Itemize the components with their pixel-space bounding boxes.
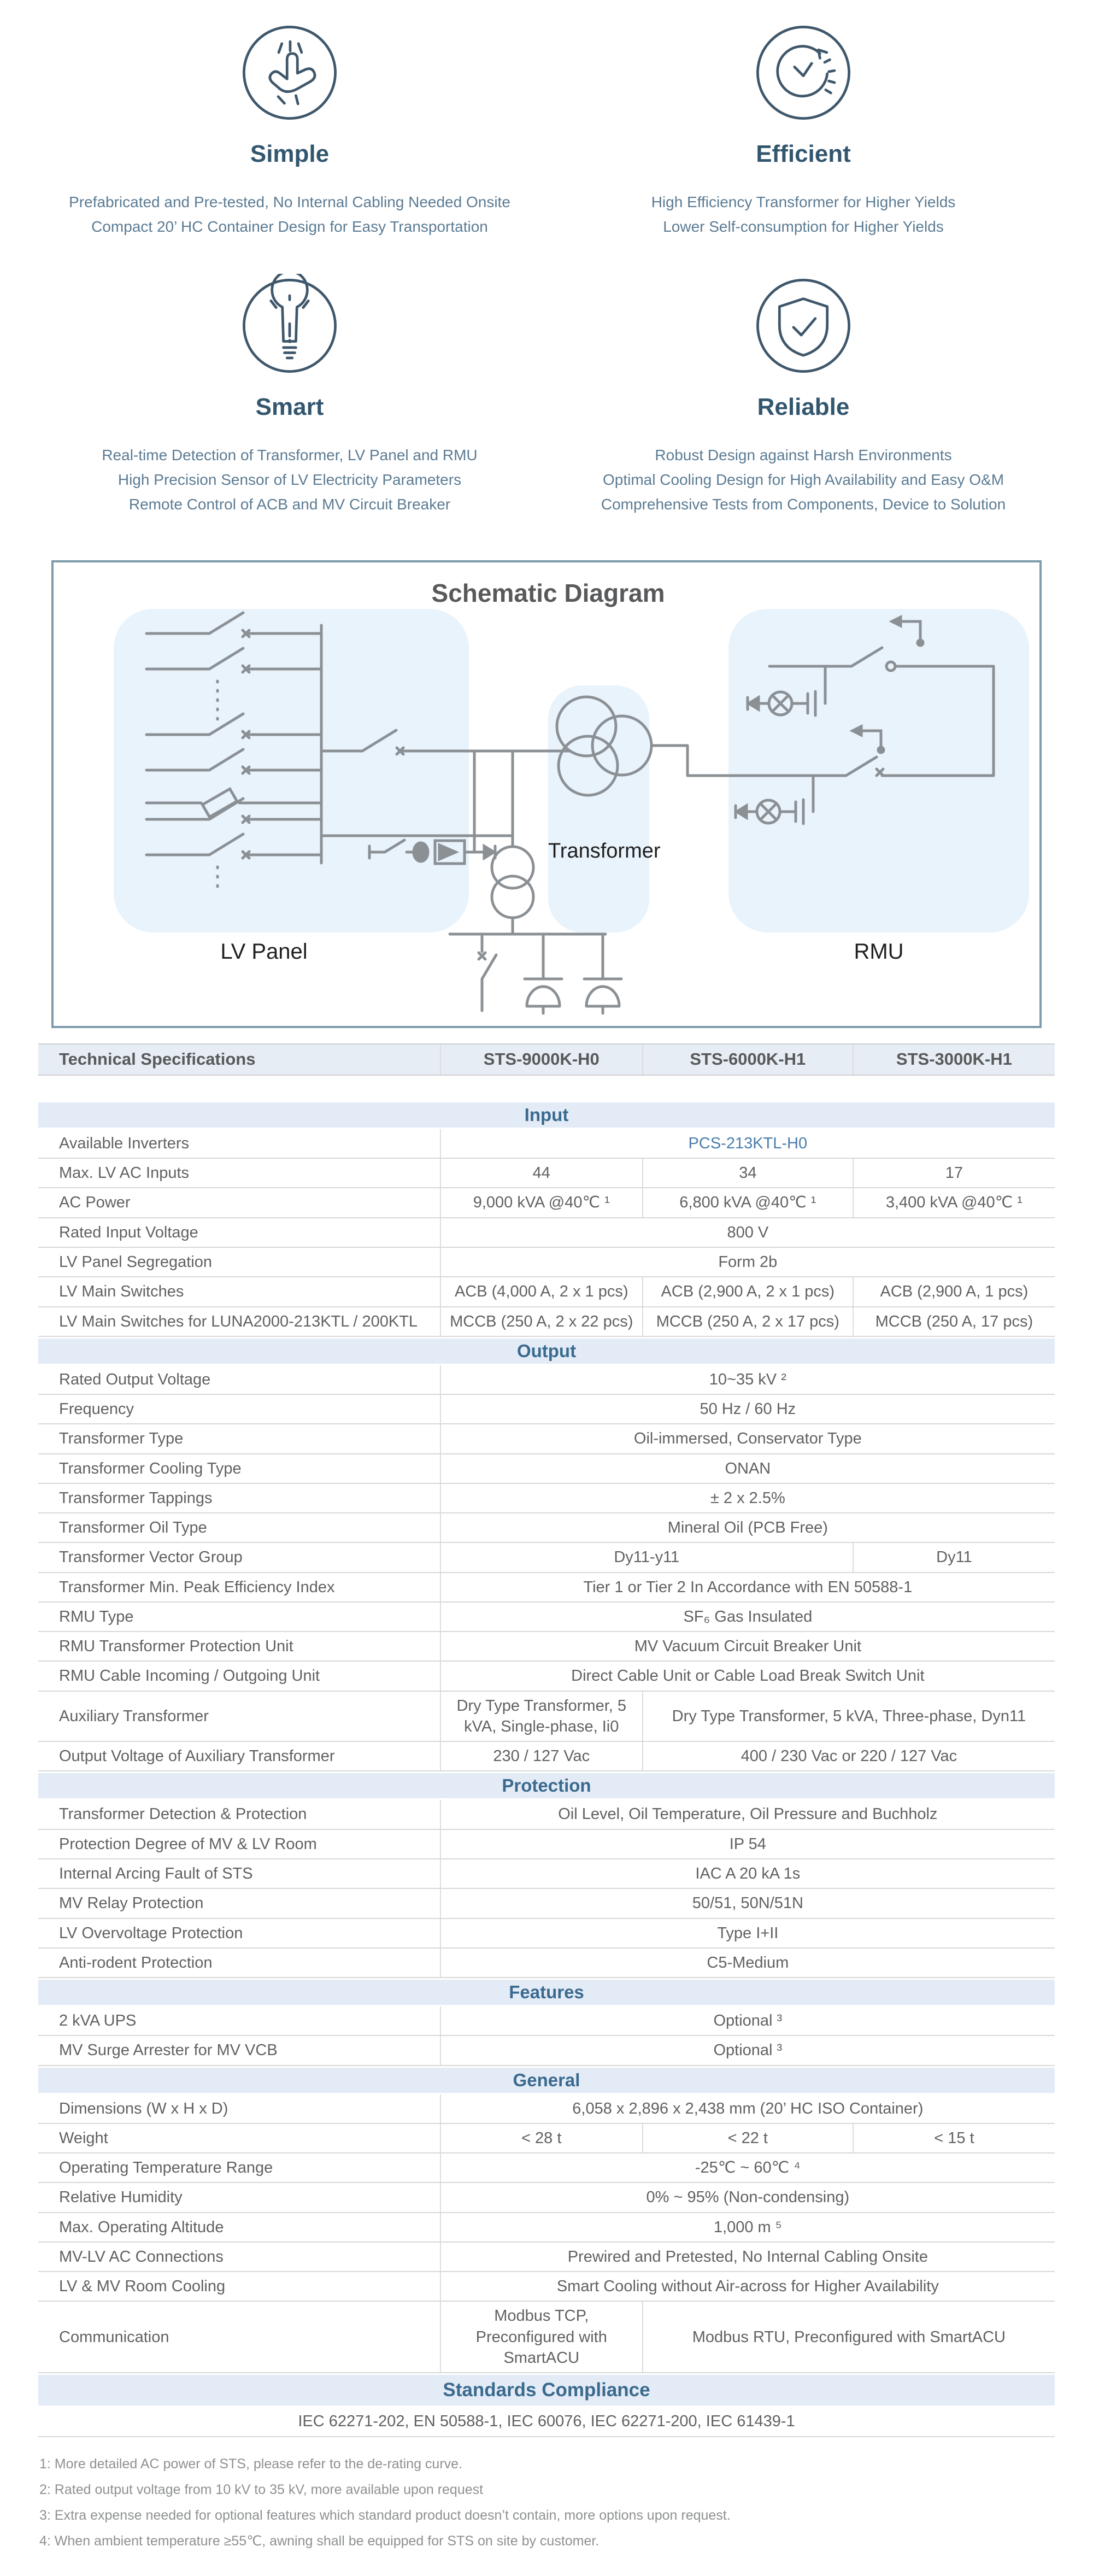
spec-value: SF₆ Gas Insulated xyxy=(440,1603,1055,1631)
spec-value: 10~35 kV ² xyxy=(440,1365,1055,1394)
spec-row xyxy=(38,1742,1055,1771)
spec-row xyxy=(38,1800,1055,1829)
model-column-header: STS-9000K-H0 xyxy=(440,1045,642,1075)
spec-row xyxy=(38,1949,1055,1978)
spec-label: Rated Input Voltage xyxy=(59,1223,198,1241)
schematic-diagram-panel xyxy=(51,560,1042,1028)
spec-label: RMU Transformer Protection Unit xyxy=(59,1638,293,1656)
spec-table-title: Technical Specifications xyxy=(59,1049,256,1069)
spec-label: LV Main Switches xyxy=(59,1283,184,1301)
footnote-line: 3: Extra expense needed for optional features which standard product doesn’t contain, more options upon request. xyxy=(39,2507,731,2523)
spec-label: Auxiliary Transformer xyxy=(59,1707,209,1725)
spec-row xyxy=(38,1218,1055,1248)
spec-label: Dimensions (W x H x D) xyxy=(59,2099,228,2117)
spec-row xyxy=(38,1543,1055,1572)
spec-row xyxy=(38,1277,1055,1307)
light-bulb-icon xyxy=(238,274,342,378)
spec-label: MV-LV AC Connections xyxy=(59,2248,224,2266)
spec-value: -25℃ ~ 60℃ ⁴ xyxy=(440,2153,1055,2182)
feature-description xyxy=(546,190,1060,239)
spec-row xyxy=(38,1662,1055,1691)
spec-label: Transformer Oil Type xyxy=(59,1519,207,1537)
spec-row xyxy=(38,2094,1055,2124)
feature-description-line: Comprehensive Tests from Components, Device to Solution xyxy=(601,496,1006,513)
spec-label: Output Voltage of Auxiliary Transformer xyxy=(59,1747,335,1765)
spec-label: Transformer Tappings xyxy=(59,1489,213,1507)
feature-description-line: Lower Self-consumption for Higher Yields xyxy=(663,218,944,235)
spec-label: Operating Temperature Range xyxy=(59,2159,273,2177)
spec-value: Oil Level, Oil Temperature, Oil Pressure and Buchholz xyxy=(440,1800,1055,1828)
schematic-diagram xyxy=(54,562,1043,1026)
spec-row xyxy=(38,1365,1055,1395)
footnote-line: 4: When ambient temperature ≥55℃, awning shall be equipped for STS on site by customer. xyxy=(39,2533,600,2549)
spec-row xyxy=(38,1248,1055,1277)
spec-value: C5-Medium xyxy=(440,1949,1055,1977)
feature-description-line: High Precision Sensor of LV Electricity Parameters xyxy=(117,471,462,488)
spec-value: Dry Type Transformer, 5 kVA, Three-phase, Dyn11 xyxy=(642,1692,1055,1741)
spec-label: Communication xyxy=(59,2328,169,2346)
spec-label: Available Inverters xyxy=(59,1134,190,1152)
section-header-protection: Protection xyxy=(38,1771,1055,1800)
inverter-model-link[interactable]: PCS-213KTL-H0 xyxy=(440,1129,1055,1158)
feature-description-line: Remote Control of ACB and MV Circuit Breaker xyxy=(128,496,451,513)
spec-label: Anti-rodent Protection xyxy=(59,1953,213,1971)
spec-label: MV Surge Arrester for MV VCB xyxy=(59,2041,278,2059)
spec-label: LV Panel Segregation xyxy=(59,1253,213,1271)
feature-description-line: High Efficiency Transformer for Higher Yields xyxy=(651,193,956,210)
spec-value: < 28 t xyxy=(440,2124,642,2152)
spec-value: 6,800 kVA @40℃ ¹ xyxy=(642,1188,853,1217)
spec-value: Direct Cable Unit or Cable Load Break Switch Unit xyxy=(440,1662,1055,1690)
spec-value: ACB (4,000 A, 2 x 1 pcs) xyxy=(440,1277,642,1306)
spec-value: < 15 t xyxy=(853,2124,1055,2152)
spec-row xyxy=(38,1889,1055,1918)
spec-label: LV & MV Room Cooling xyxy=(59,2278,226,2296)
spec-value: 400 / 230 Vac or 220 / 127 Vac xyxy=(642,1742,1055,1770)
spec-value: ONAN xyxy=(440,1454,1055,1483)
section-header-output: Output xyxy=(38,1337,1055,1365)
spec-value: < 22 t xyxy=(642,2124,853,2152)
spec-value: Modbus TCP, Preconfigured with SmartACU xyxy=(440,2302,642,2372)
feature-grid xyxy=(0,0,1093,517)
spec-row xyxy=(38,2183,1055,2213)
spec-value: 3,400 kVA @40℃ ¹ xyxy=(853,1188,1055,1217)
spec-label: Frequency xyxy=(59,1400,134,1418)
spec-value: MCCB (250 A, 2 x 17 pcs) xyxy=(642,1307,853,1336)
spec-value: 6,058 x 2,896 x 2,438 mm (20’ HC ISO Container) xyxy=(440,2094,1055,2123)
spec-label: Relative Humidity xyxy=(59,2188,183,2207)
spec-value: ACB (2,900 A, 1 pcs) xyxy=(853,1277,1055,1306)
spec-row xyxy=(38,2272,1055,2302)
feature-title: Simple xyxy=(250,140,330,167)
technical-specifications-table xyxy=(38,1043,1055,2437)
transformer-region xyxy=(548,685,649,932)
spec-row xyxy=(38,2243,1055,2272)
spec-row xyxy=(38,1129,1055,1159)
spec-value: 9,000 kVA @40℃ ¹ xyxy=(440,1188,642,1217)
rmu-label: RMU xyxy=(854,940,904,964)
feature-card-reliable xyxy=(546,274,1060,517)
spec-value: IAC A 20 kA 1s xyxy=(440,1859,1055,1888)
feature-description xyxy=(33,443,546,517)
spec-row xyxy=(38,2006,1055,2036)
spec-row xyxy=(38,2153,1055,2183)
spec-value: Optional ³ xyxy=(440,2036,1055,2064)
transformer-label: Transformer xyxy=(548,840,661,862)
spec-row xyxy=(38,1513,1055,1543)
spec-row xyxy=(38,2407,1055,2437)
spec-row xyxy=(38,1395,1055,1424)
section-header-standards-compliance: Standards Compliance xyxy=(38,2373,1055,2407)
spec-row xyxy=(38,1454,1055,1484)
feature-title: Reliable xyxy=(757,394,850,420)
efficiency-clock-icon xyxy=(751,21,855,125)
shield-check-icon xyxy=(751,274,855,378)
spec-row xyxy=(38,2036,1055,2066)
spec-row xyxy=(38,1603,1055,1632)
spec-value: Dry Type Transformer, 5 kVA, Single-phase, Ii0 xyxy=(440,1692,642,1741)
feature-card-smart xyxy=(33,274,546,517)
spec-row xyxy=(38,1859,1055,1889)
spec-value: Form 2b xyxy=(440,1248,1055,1276)
spec-row xyxy=(38,2302,1055,2373)
tap-gesture-icon xyxy=(238,21,342,125)
section-header-general: General xyxy=(38,2066,1055,2094)
section-header-input: Input xyxy=(38,1101,1055,1129)
spec-value: 50/51, 50N/51N xyxy=(440,1889,1055,1917)
spec-value: Mineral Oil (PCB Free) xyxy=(440,1513,1055,1542)
spec-value: 800 V xyxy=(440,1218,1055,1247)
spec-value: Tier 1 or Tier 2 In Accordance with EN 50588-1 xyxy=(440,1573,1055,1601)
spec-row xyxy=(38,1573,1055,1603)
spec-label: Max. Operating Altitude xyxy=(59,2218,224,2236)
feature-card-efficient xyxy=(546,21,1060,239)
spec-label: Transformer Detection & Protection xyxy=(59,1805,307,1823)
spec-label: LV Main Switches for LUNA2000-213KTL / 200KTL xyxy=(59,1312,418,1330)
feature-description xyxy=(33,190,546,239)
feature-title: Smart xyxy=(255,394,324,420)
spec-value: IP 54 xyxy=(440,1830,1055,1858)
spec-label: 2 kVA UPS xyxy=(59,2012,137,2030)
feature-card-simple xyxy=(33,21,546,239)
spec-label: Internal Arcing Fault of STS xyxy=(59,1865,253,1883)
spec-value: Dy11-y11 xyxy=(440,1543,853,1571)
spec-label: AC Power xyxy=(59,1194,131,1212)
spec-row xyxy=(38,1919,1055,1949)
spec-value: 34 xyxy=(642,1159,853,1187)
spec-row xyxy=(38,1188,1055,1218)
spec-label: Weight xyxy=(59,2129,108,2147)
model-column-header: STS-3000K-H1 xyxy=(853,1045,1055,1075)
spec-value: ± 2 x 2.5% xyxy=(440,1484,1055,1512)
spec-label: Transformer Type xyxy=(59,1430,184,1448)
model-column-header: STS-6000K-H1 xyxy=(642,1045,853,1075)
spec-row xyxy=(38,2213,1055,2243)
footnotes xyxy=(39,2451,1055,2554)
spec-value: 50 Hz / 60 Hz xyxy=(440,1395,1055,1423)
footnote-line: 2: Rated output voltage from 10 kV to 35 kV, more available upon request xyxy=(39,2481,484,2497)
spec-value: MV Vacuum Circuit Breaker Unit xyxy=(440,1632,1055,1660)
spec-row xyxy=(38,1159,1055,1188)
footnote-line: 1: More detailed AC power of STS, please refer to the de-rating curve. xyxy=(39,2456,463,2472)
feature-description-line: Optimal Cooling Design for High Availability and Easy O&M xyxy=(602,471,1004,488)
section-header-features: Features xyxy=(38,1978,1055,2006)
diagram-title: Schematic Diagram xyxy=(431,579,665,607)
spec-label: RMU Cable Incoming / Outgoing Unit xyxy=(59,1667,320,1685)
spec-row xyxy=(38,1632,1055,1662)
spec-value: 1,000 m ⁵ xyxy=(440,2213,1055,2241)
feature-description-line: Prefabricated and Pre-tested, No Internal Cabling Needed Onsite xyxy=(69,193,510,210)
spec-value: 17 xyxy=(853,1159,1055,1187)
spec-label: LV Overvoltage Protection xyxy=(59,1924,243,1942)
spec-row xyxy=(38,2124,1055,2153)
feature-description-line: Compact 20’ HC Container Design for Easy Transportation xyxy=(91,218,488,235)
spec-row xyxy=(38,1830,1055,1859)
spec-value: 230 / 127 Vac xyxy=(440,1742,642,1770)
spec-row xyxy=(38,1484,1055,1513)
spec-value: Prewired and Pretested, No Internal Cabling Onsite xyxy=(440,2243,1055,2271)
spec-label: Transformer Vector Group xyxy=(59,1548,243,1566)
spec-label: Rated Output Voltage xyxy=(59,1370,211,1388)
feature-description xyxy=(546,443,1060,517)
spec-label: Max. LV AC Inputs xyxy=(59,1164,190,1182)
spec-value: 0% ~ 95% (Non-condensing) xyxy=(440,2183,1055,2211)
spec-value: Oil-immersed, Conservator Type xyxy=(440,1424,1055,1453)
spec-row xyxy=(38,1307,1055,1337)
spec-value: MCCB (250 A, 17 pcs) xyxy=(853,1307,1055,1336)
spec-label: Protection Degree of MV & LV Room xyxy=(59,1835,317,1853)
spec-row xyxy=(38,1692,1055,1742)
spec-value: Modbus RTU, Preconfigured with SmartACU xyxy=(642,2302,1055,2372)
spec-value: 44 xyxy=(440,1159,642,1187)
spec-value: MCCB (250 A, 2 x 22 pcs) xyxy=(440,1307,642,1336)
feature-description-line: Robust Design against Harsh Environments xyxy=(655,447,952,463)
spec-label: Transformer Min. Peak Efficiency Index xyxy=(59,1578,335,1596)
spec-row xyxy=(38,1424,1055,1454)
spec-value: ACB (2,900 A, 2 x 1 pcs) xyxy=(642,1277,853,1306)
lv-panel-label: LV Panel xyxy=(220,940,308,964)
spec-value: IEC 62271-202, EN 50588-1, IEC 60076, IEC 62271-200, IEC 61439-1 xyxy=(298,2413,795,2431)
spec-value: Type I+II xyxy=(440,1919,1055,1947)
feature-description-line: Real-time Detection of Transformer, LV Panel and RMU xyxy=(102,447,478,463)
spec-label: MV Relay Protection xyxy=(59,1894,204,1912)
spec-value: Optional ³ xyxy=(440,2006,1055,2035)
spec-label: Transformer Cooling Type xyxy=(59,1459,242,1477)
spec-table-header xyxy=(38,1043,1055,1076)
spec-label: RMU Type xyxy=(59,1607,134,1626)
spec-value: Smart Cooling without Air-across for Higher Availability xyxy=(440,2272,1055,2301)
spec-value: Dy11 xyxy=(853,1543,1055,1571)
feature-title: Efficient xyxy=(756,140,851,167)
